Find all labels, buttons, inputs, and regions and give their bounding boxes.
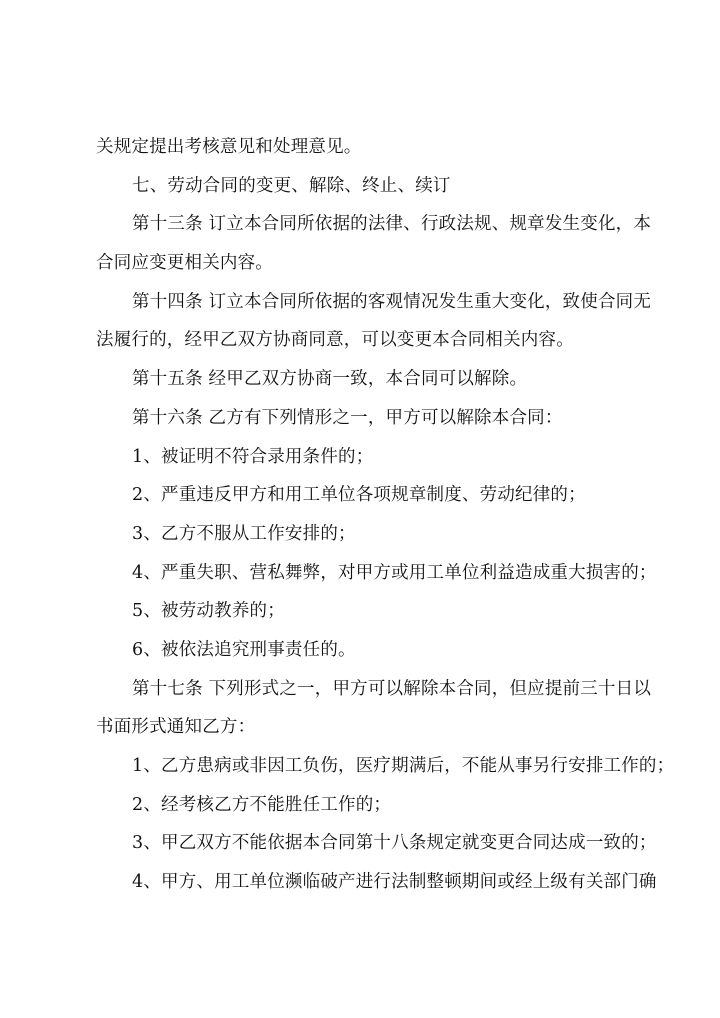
text-line: 关规定提出考核意见和处理意见。: [96, 137, 362, 157]
article-13-line: 第十三条 订立本合同所依据的法律、行政法规、规章发生变化，本: [132, 214, 652, 235]
contract-text: [0, 128, 720, 902]
list-item: 1、乙方患病或非因工负伤，医疗期满后，不能从事另行安排工作的；: [132, 756, 675, 776]
article-15-line: 第十五条 经甲乙双方协商一致，本合同可以解除。: [132, 369, 528, 390]
article-16-line: 第十六条 乙方有下列情形之一，甲方可以解除本合同：: [132, 407, 563, 428]
article-14-line: 第十四条 订立本合同所依据的客观情况发生重大变化，致使合同无: [132, 291, 652, 312]
list-item: 3、甲乙双方不能依据本合同第十八条规定就变更合同达成一致的；: [132, 833, 657, 854]
list-item: 3、乙方不服从工作安排的；: [132, 523, 356, 544]
list-item: 1、被证明不符合录用条件的；: [132, 446, 374, 467]
list-item: 5、被劳动教养的；: [132, 601, 285, 622]
list-item: 4、严重失职、营私舞弊，对甲方或用工单位利益造成重大损害的；: [132, 562, 657, 583]
list-item: 2、严重违反甲方和用工单位各项规章制度、劳动纪律的；: [132, 485, 586, 506]
section-heading: 七、劳动合同的变更、解除、终止、续订: [132, 175, 451, 196]
list-item: 4、甲方、用工单位濒临破产进行法制整顿期间或经上级有关部门确: [132, 872, 657, 893]
list-item: 2、经考核乙方不能胜任工作的；: [132, 794, 392, 815]
article-17-line: 第十七条 下列形式之一，甲方可以解除本合同，但应提前三十日以: [132, 678, 652, 699]
article-14-continuation: 法履行的，经甲乙双方协商同意，可以变更本合同相关内容。: [96, 330, 574, 351]
list-item: 6、被依法追究刑事责任的。: [132, 639, 356, 660]
article-13-continuation: 合同应变更相关内容。: [96, 253, 273, 274]
article-17-continuation: 书面形式通知乙方：: [96, 717, 256, 738]
